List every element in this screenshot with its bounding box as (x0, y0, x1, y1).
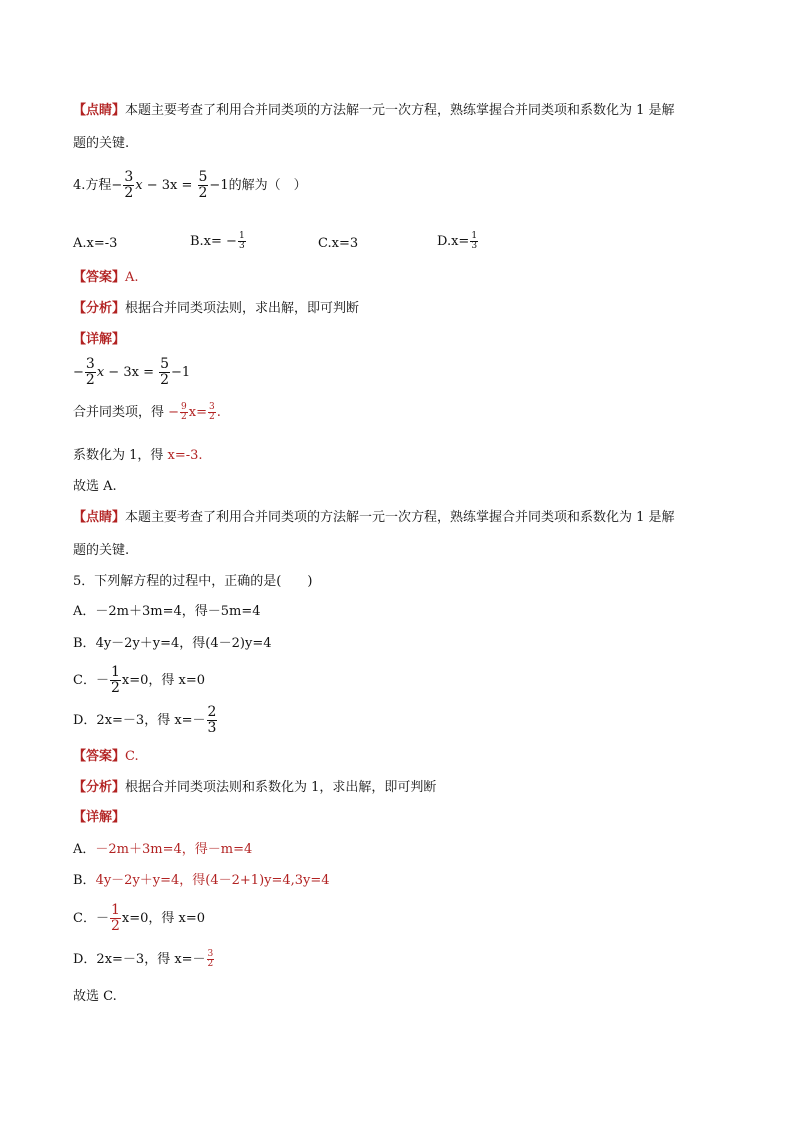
detail-text: x=0，得 x=0 (121, 911, 205, 926)
question-5-detail-a (73, 843, 252, 856)
numerator: 5 (160, 356, 170, 372)
analysis-text: 根据合并同类项法则，求出解，即可判断 (125, 301, 360, 316)
question-5-option-d (73, 705, 218, 736)
option-text: C.x=3 (318, 236, 359, 251)
denominator: 3 (238, 241, 245, 251)
denominator: 2 (124, 185, 134, 201)
denominator: 3 (207, 720, 217, 736)
equation-middle: − 3x = (142, 178, 197, 193)
fraction (123, 170, 134, 201)
option-label: A． (73, 604, 96, 619)
remark-line-2 (73, 137, 129, 150)
variable: x (135, 178, 143, 193)
minus-sign: − (111, 178, 123, 193)
option-text: x=0，得 x=0 (121, 673, 205, 688)
detail-text: －2m＋3m=4，得－m=4 (95, 842, 253, 857)
fraction (159, 357, 170, 388)
numerator: 1 (471, 231, 478, 241)
remark-line-1 (73, 104, 675, 117)
question-5-detail-b (73, 874, 330, 887)
numerator: 1 (238, 231, 245, 241)
numerator: 3 (124, 169, 134, 185)
equation-tail: −1的解为（ ） (209, 178, 307, 193)
fraction (207, 705, 218, 736)
minus-sign: − (73, 365, 84, 380)
fraction (207, 950, 215, 969)
numerator: 5 (198, 169, 208, 185)
step-variable: x= (188, 405, 208, 420)
analysis-tag: 【分析】 (73, 301, 126, 316)
fraction (85, 357, 96, 388)
fraction (110, 903, 121, 934)
question-4-step-1 (73, 403, 221, 422)
step-text: 合并同类项，得 (73, 405, 165, 420)
question-4-detail-heading (73, 333, 125, 346)
denominator: 2 (207, 959, 214, 969)
denominator: 2 (85, 372, 95, 388)
question-5-choose (73, 990, 117, 1003)
remark-tag: 【点睛】 (73, 103, 126, 118)
remark-text: 本题主要考查了利用合并同类项的方法解一元一次方程，熟练掌握合并同类项和系数化为 1 是解 (125, 103, 675, 118)
answer-tag: 【答案】 (73, 749, 126, 764)
question-4-stem (73, 170, 307, 201)
question-5-stem (73, 575, 312, 588)
answer-tag: 【答案】 (73, 270, 126, 285)
option-label: C．－ (73, 673, 109, 688)
question-5-answer (73, 750, 139, 763)
numerator: 3 (85, 356, 95, 372)
step-answer: x=-3. (167, 448, 203, 463)
fraction (470, 232, 478, 251)
remark-line-2 (73, 544, 129, 557)
numerator: 3 (209, 402, 215, 412)
question-5-detail-c (73, 903, 205, 934)
numerator: 9 (181, 402, 187, 412)
option-label: D．2x=－3，得 x=－ (73, 713, 206, 728)
option-text: 4y－2y＋y=4，得(4－2)y=4 (95, 636, 272, 651)
question-4-answer (73, 271, 139, 284)
numerator: 1 (110, 664, 120, 680)
question-4-option-d (437, 232, 479, 251)
option-label: A． (73, 842, 96, 857)
question-5-detail-heading (73, 811, 125, 824)
numerator: 1 (110, 902, 120, 918)
question-4-option-c (318, 237, 358, 250)
choice-text: 故选 C. (73, 989, 117, 1004)
remark-tag: 【点睛】 (73, 510, 126, 525)
question-4-choose (73, 480, 117, 493)
analysis-tag: 【分析】 (73, 780, 126, 795)
fraction (208, 403, 216, 422)
option-text: －2m＋3m=4，得－5m=4 (95, 604, 261, 619)
option-label: B． (73, 873, 96, 888)
option-label: D．2x=－3，得 x=－ (73, 952, 206, 967)
equation-middle: − 3x = (104, 365, 159, 380)
detail-text: 4y－2y＋y=4，得(4－2+1)y=4,3y=4 (95, 873, 330, 888)
remark-line-1 (73, 511, 675, 524)
option-text: D.x= (437, 234, 470, 249)
option-label: B． (73, 636, 96, 651)
numerator: 2 (207, 704, 217, 720)
question-title: 5．下列解方程的过程中，正确的是( ) (73, 574, 313, 589)
question-4-detail-equation (73, 357, 190, 388)
question-5-detail-d (73, 950, 215, 969)
denominator: 2 (181, 412, 187, 422)
step-text: 系数化为 1，得 (73, 448, 168, 463)
question-5-option-b (73, 637, 272, 650)
denominator: 2 (198, 185, 208, 201)
question-5-option-c (73, 665, 205, 696)
numerator: 3 (207, 949, 214, 959)
fraction (198, 170, 209, 201)
variable: x (96, 365, 105, 380)
option-label: C．－ (73, 911, 109, 926)
remark-text: 本题主要考查了利用合并同类项的方法解一元一次方程，熟练掌握合并同类项和系数化为 1 是解 (125, 510, 675, 525)
choice-text: 故选 A. (73, 479, 117, 494)
question-5-analysis (73, 781, 436, 794)
denominator: 2 (110, 680, 120, 696)
answer-value: A. (125, 270, 139, 285)
question-4-option-b (190, 232, 247, 251)
detail-tag: 【详解】 (73, 810, 126, 825)
remark-text-cont: 题的关键. (73, 136, 130, 151)
question-number: 4.方程 (73, 178, 112, 193)
question-4-option-a (73, 237, 117, 250)
option-text: A.x=-3 (73, 236, 118, 251)
denominator: 2 (110, 918, 120, 934)
question-5-option-a (73, 605, 261, 618)
analysis-text: 根据合并同类项法则和系数化为 1，求出解，即可判断 (125, 780, 437, 795)
answer-value: C. (125, 749, 139, 764)
option-text: B.x= − (190, 234, 237, 249)
denominator: 2 (160, 372, 170, 388)
question-4-analysis (73, 302, 359, 315)
fraction (110, 665, 121, 696)
fraction (180, 403, 188, 422)
equation-tail: −1 (171, 365, 191, 380)
detail-tag: 【详解】 (73, 332, 126, 347)
period: . (216, 405, 221, 420)
denominator: 2 (209, 412, 215, 422)
remark-text-cont: 题的关键. (73, 543, 130, 558)
fraction (238, 232, 246, 251)
minus-sign: − (164, 405, 180, 420)
question-4-step-2 (73, 449, 203, 462)
denominator: 3 (471, 241, 478, 251)
